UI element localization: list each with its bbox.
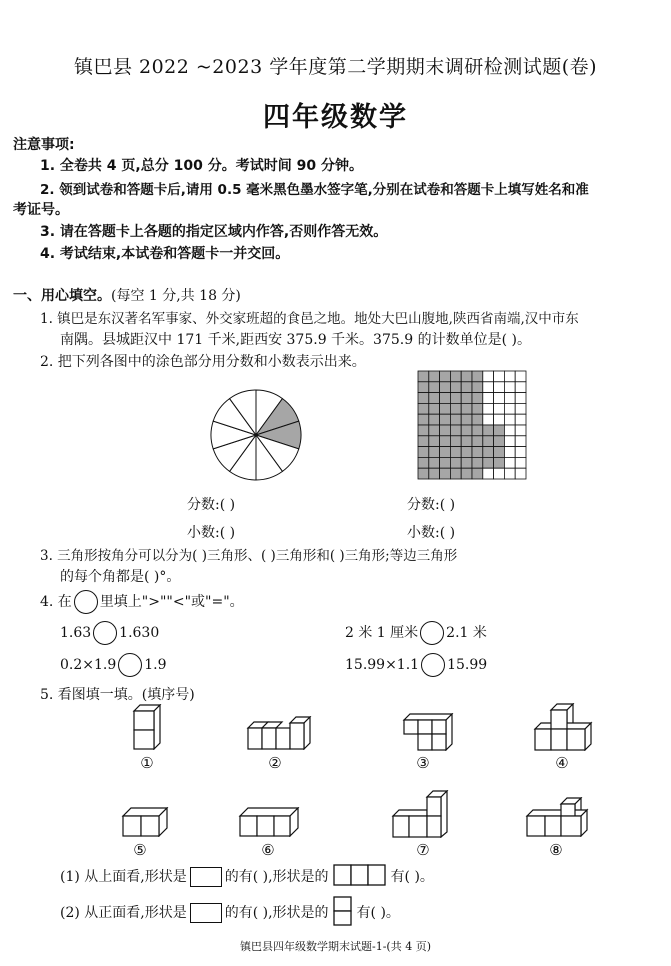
grid-cell [429,447,440,458]
q5-sub2 [60,896,400,930]
cube-figure-5 [121,807,169,837]
grid-cell [515,457,526,468]
grid-cell [483,393,494,404]
note-2b: 考证号。 [13,202,69,218]
figure-label-5: ⑤ [133,841,147,859]
grid-cell [483,414,494,425]
q5-sub1-mid: 的有( ),形状是的 [224,869,329,885]
grid-cell [450,425,461,436]
section1-score: (每空 1 分,共 18 分) [111,288,241,304]
grid-fraction-label: 分数:( ) [407,497,456,513]
grid-cell [504,468,515,479]
section1-heading: 一、用心填空。 [13,288,111,304]
cube-figure-8 [525,797,589,837]
grid-cell [515,447,526,458]
grid-cell [440,447,451,458]
pie-fraction-label: 分数:( ) [187,497,236,513]
figure-label-2: ② [268,754,282,772]
grid-cell [504,425,515,436]
grid-cell [429,371,440,382]
grid-cell [461,414,472,425]
grid-cell [483,425,494,436]
grid-cell [494,403,505,414]
grid-cell [472,414,483,425]
figure-label-6: ⑥ [261,841,275,859]
exam-title: 镇巴县 2022 ~2023 学年度第二学期期末调研检测试题(卷) [73,56,598,78]
grid-cell [440,457,451,468]
compare-2-right: 2.1 米 [446,625,487,641]
grid-cell [440,436,451,447]
q3-line2: 的每个角都是( )°。 [60,569,181,585]
compare-3-right: 1.9 [144,657,167,673]
grid-cell [450,371,461,382]
grid-decimal-label: 小数:( ) [407,525,456,541]
grid-cell [461,447,472,458]
cube-figure-7 [391,790,455,838]
grid-cell [418,468,429,479]
grid-cell [440,393,451,404]
grid-cell [429,436,440,447]
grid-cell [494,414,505,425]
compare-3 [60,653,167,677]
grid-cell [429,382,440,393]
note-1: 1. 全卷共 4 页,总分 100 分。考试时间 90 分钟。 [40,158,363,174]
q2-text: 2. 把下列各图中的涂色部分用分数和小数表示出来。 [40,354,366,370]
pie-decimal-label: 小数:( ) [187,525,236,541]
q5-sub1-pre: (1) 从上面看,形状是 [60,869,187,885]
note-2a: 2. 领到试卷和答题卡后,请用 0.5 毫米黑色墨水签字笔,分别在试卷和答题卡上填写姓名和准 [40,182,589,198]
grid-cell [504,371,515,382]
grid-cell [515,414,526,425]
three-square-row-icon [333,864,387,890]
compare-1 [60,621,159,645]
compare-3-circle[interactable] [118,653,142,677]
grid-cell [504,403,515,414]
page-footer: 镇巴县四年级数学期末试题-1-(共 4 页) [239,940,431,953]
q5-text: 5. 看图填一填。(填序号) [40,687,195,703]
q5-sub1 [60,864,434,890]
grid-cell [429,403,440,414]
grid-cell [418,382,429,393]
compare-1-circle[interactable] [93,621,117,645]
q1-line1: 1. 镇巴是东汉著名军事家、外交家班超的食邑之地。地处大巴山腹地,陕西省南端,汉中市东 [40,311,579,327]
grid-cell [440,382,451,393]
grid-cell [483,468,494,479]
grid-cell [515,371,526,382]
grid-cell [504,414,515,425]
grid-cell [429,457,440,468]
grid-cell [450,393,461,404]
grid-cell [504,393,515,404]
compare-4-right: 15.99 [447,657,488,673]
grid-cell [450,457,461,468]
grid-cell [461,371,472,382]
grid-cell [515,403,526,414]
grid-cell [472,403,483,414]
grid-cell [472,436,483,447]
grid-cell [472,371,483,382]
grid-cell [418,393,429,404]
figure-label-8: ⑧ [549,841,563,859]
single-square-icon-2 [190,903,222,923]
grid-cell [429,414,440,425]
grid-cell [450,382,461,393]
grid-cell [483,457,494,468]
grid-cell [494,382,505,393]
grid-cell [418,425,429,436]
grid-cell [461,425,472,436]
compare-4 [345,653,487,677]
grid-cell [494,425,505,436]
single-square-icon [190,867,222,887]
grid-cell [494,447,505,458]
grid-cell [504,382,515,393]
figure-label-7: ⑦ [416,841,430,859]
grid-figure [417,370,527,480]
cube-figure-1 [130,704,164,750]
grid-cell [440,425,451,436]
figure-label-1: ① [140,754,154,772]
grid-cell [418,447,429,458]
grid-cell [461,436,472,447]
grid-cell [450,414,461,425]
grid-cell [515,425,526,436]
compare-3-left: 0.2×1.9 [60,657,117,673]
compare-4-circle[interactable] [421,653,445,677]
grid-cell [440,403,451,414]
grid-cell [472,425,483,436]
compare-1-left: 1.63 [60,625,92,641]
compare-4-left: 15.99×1.1 [345,657,420,673]
grid-cell [440,414,451,425]
cube-figure-2 [246,716,312,750]
exam-subtitle: 四年级数学 [263,102,408,133]
grid-cell [429,425,440,436]
grid-cell [494,468,505,479]
notes-heading: 注意事项: [13,137,75,153]
grid-cell [483,436,494,447]
q5-sub2-mid: 的有( ),形状是的 [224,905,329,921]
grid-cell [418,414,429,425]
pie-figure [209,388,303,482]
compare-2 [345,621,487,645]
grid-cell [515,393,526,404]
grid-cell [515,382,526,393]
grid-cell [450,447,461,458]
grid-cell [472,382,483,393]
q4-text-pre: 4. 在 [40,594,72,610]
grid-cell [504,457,515,468]
compare-1-right: 1.630 [119,625,160,641]
q4-text-post: 里填上">""<"或"="。 [99,594,244,610]
q5-sub2-post: 有( )。 [356,905,400,921]
grid-cell [483,371,494,382]
two-square-column-icon [333,896,353,930]
compare-2-circle[interactable] [420,621,444,645]
grid-cell [418,371,429,382]
compare-circle-icon [74,590,98,614]
cube-figure-6 [238,807,300,837]
grid-cell [418,403,429,414]
grid-cell [483,403,494,414]
section1-header [13,285,241,305]
grid-cell [450,436,461,447]
grid-cell [461,457,472,468]
grid-cell [494,457,505,468]
grid-cell [461,393,472,404]
grid-cell [494,371,505,382]
figure-label-4: ④ [555,754,569,772]
note-4: 4. 考试结束,本试卷和答题卡一并交回。 [40,246,290,262]
q5-sub2-pre: (2) 从正面看,形状是 [60,905,187,921]
cube-figure-4 [533,703,595,751]
grid-cell [472,457,483,468]
grid-cell [504,436,515,447]
figure-label-3: ③ [416,754,430,772]
grid-cell [440,468,451,479]
grid-cell [483,382,494,393]
grid-cell [429,393,440,404]
grid-cell [472,468,483,479]
compare-2-left: 2 米 1 厘米 [345,625,419,641]
grid-cell [418,436,429,447]
q3-line1: 3. 三角形按角分可以分为( )三角形、( )三角形和( )三角形;等边三角形 [40,548,458,564]
grid-cell [494,393,505,404]
grid-cell [461,468,472,479]
grid-cell [504,447,515,458]
grid-cell [440,371,451,382]
grid-cell [450,468,461,479]
q4-text [40,590,244,614]
grid-cell [429,468,440,479]
grid-cell [515,468,526,479]
q1-line2: 南隅。县城距汉中 171 千米,距西安 375.9 千米。375.9 的计数单位是( )。 [60,332,531,348]
grid-cell [461,382,472,393]
grid-cell [472,447,483,458]
grid-cell [461,403,472,414]
note-3: 3. 请在答题卡上各题的指定区域内作答,否则作答无效。 [40,224,388,240]
grid-cell [483,447,494,458]
grid-cell [418,457,429,468]
grid-cell [472,393,483,404]
cube-figure-3 [398,713,454,751]
grid-cell [494,436,505,447]
grid-cell [450,403,461,414]
q5-sub1-post: 有( )。 [390,869,434,885]
grid-cell [515,436,526,447]
